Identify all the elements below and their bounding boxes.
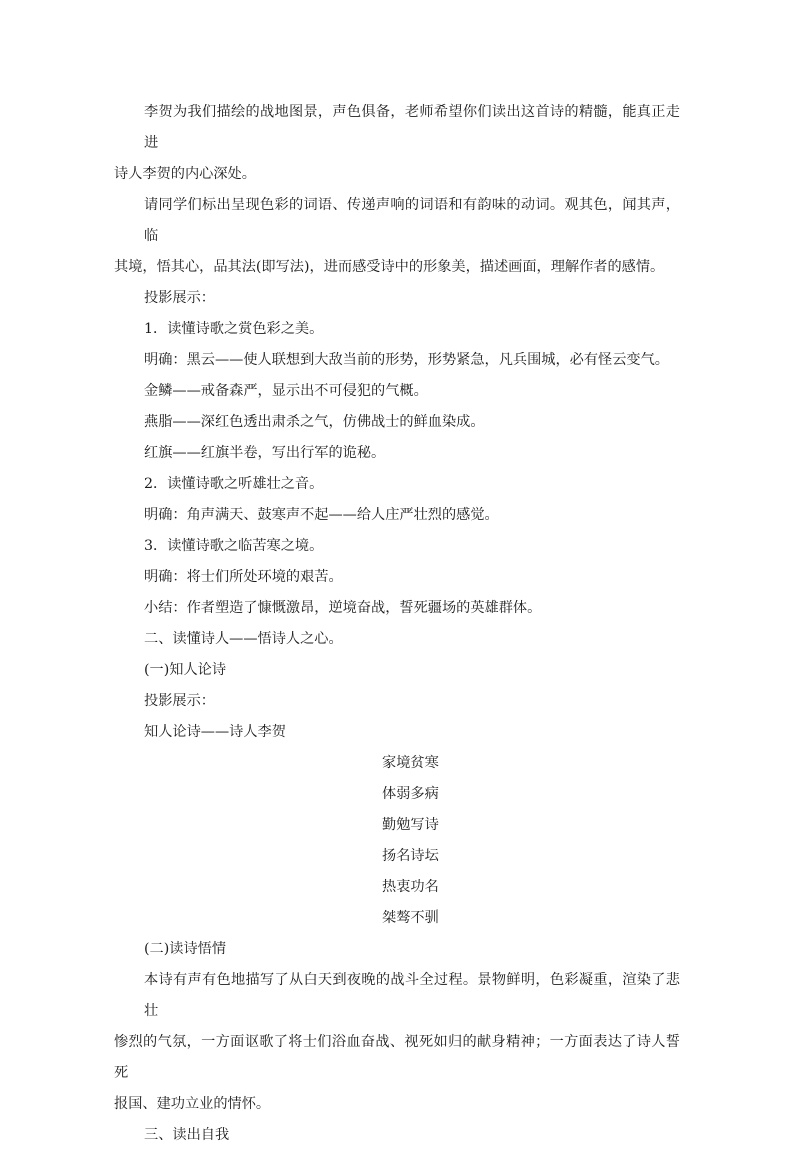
- instruction-line-1: 请同学们标出呈现色彩的词语、传递声响的词语和有韵味的动词。观其色，闻其声，临: [144, 197, 680, 244]
- section2-heading: 2．读懂诗歌之听雄壮之音。: [144, 476, 324, 492]
- section1-item-4: 红旗——红旗半卷，写出行军的诡秘。: [144, 445, 386, 461]
- section1-heading: 1．读懂诗歌之赏色彩之美。: [144, 321, 324, 337]
- section3-heading: 3．读懂诗歌之临苦寒之境。: [144, 538, 324, 554]
- document-body: [114, 97, 680, 1151]
- trait-6: 桀骜不驯: [382, 910, 439, 926]
- section1-item-3: 燕脂——深红色透出肃杀之气，仿佛战士的鲜血染成。: [144, 414, 485, 430]
- trait-4: 扬名诗坛: [382, 848, 439, 864]
- part3-heading: 三、读出自我: [144, 1127, 230, 1143]
- trait-2: 体弱多病: [382, 786, 439, 802]
- section1-item-2: 金鳞——戒备森严，显示出不可侵犯的气概。: [144, 383, 428, 399]
- intro-line-2: 诗人李贺的内心深处。: [114, 166, 256, 182]
- intro-line-1: 李贺为我们描绘的战地图景，声色俱备，老师希望你们读出这首诗的精髓，能真正走进: [144, 104, 680, 151]
- projection-label-1: 投影展示：: [144, 290, 215, 306]
- part2-heading: 二、读懂诗人——悟诗人之心。: [144, 631, 343, 647]
- reflection-line-2: 惨烈的气氛，一方面讴歌了将士们浴血奋战、视死如归的献身精神；一方面表达了诗人誓死: [114, 1034, 680, 1081]
- part2-sub2: (二)读诗悟情: [144, 941, 227, 957]
- projection-label-2: 投影展示：: [144, 693, 215, 709]
- section2-item: 明确：角声满天、鼓寒声不起——给人庄严壮烈的感觉。: [144, 507, 499, 523]
- reflection-line-3: 报国、建功立业的情怀。: [114, 1096, 271, 1112]
- summary: 小结：作者塑造了慷慨激昂，逆境奋战，誓死疆场的英雄群体。: [144, 600, 542, 616]
- part2-sub1: (一)知人论诗: [144, 662, 227, 678]
- section1-item-1: 明确：黑云——使人联想到大敌当前的形势，形势紧急，凡兵围城，必有怪云变气。: [144, 352, 669, 368]
- trait-3: 勤勉写诗: [382, 817, 439, 833]
- trait-1: 家境贫寒: [382, 755, 439, 771]
- section3-item: 明确：将士们所处环境的艰苦。: [144, 569, 343, 585]
- trait-5: 热衷功名: [382, 879, 439, 895]
- instruction-line-2: 其境，悟其心，品其法(即写法)，进而感受诗中的形象美，描述画面，理解作者的感情。: [114, 259, 665, 275]
- poet-title: 知人论诗——诗人李贺: [144, 724, 286, 740]
- reflection-line-1: 本诗有声有色地描写了从白天到夜晚的战斗全过程。景物鲜明，色彩凝重，渲染了悲壮: [144, 972, 680, 1019]
